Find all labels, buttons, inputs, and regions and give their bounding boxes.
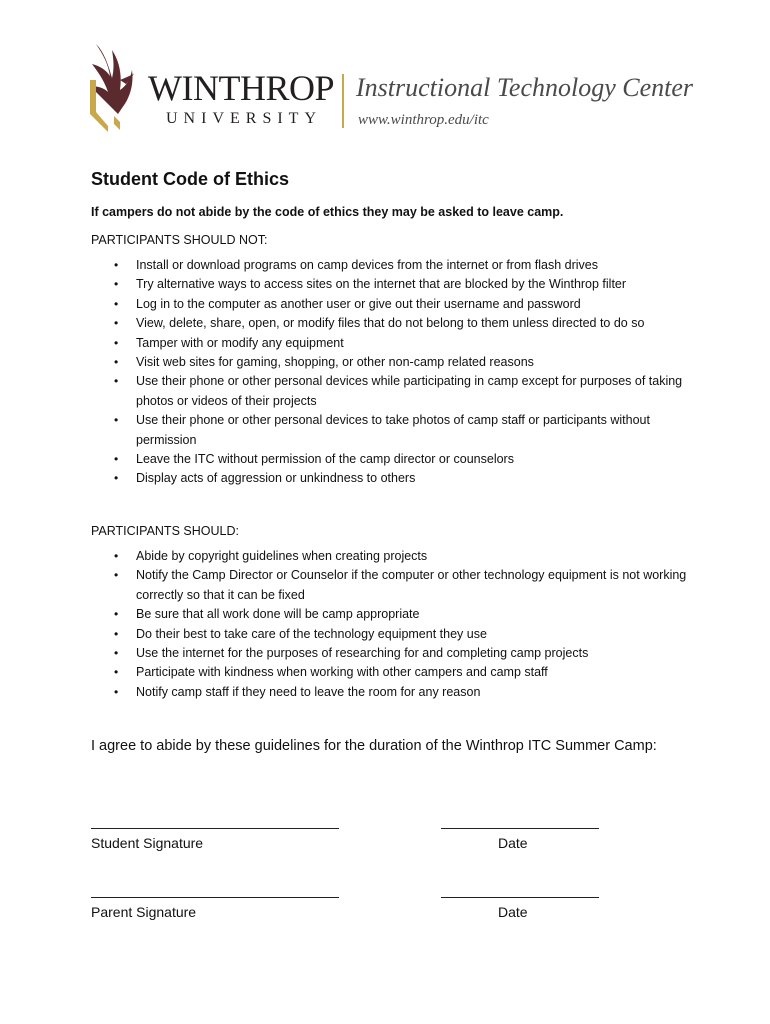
list-item [114, 275, 691, 294]
letterhead [86, 40, 694, 132]
list-item-text: Abide by copyright guidelines when creating projects [136, 548, 428, 563]
bullet-icon: • [114, 296, 119, 311]
bullet-icon: • [114, 355, 119, 370]
list-item [114, 450, 691, 469]
list-item-text: Do their best to take care of the technology equipment they use [136, 626, 487, 641]
list-item-text: Leave the ITC without permission of the camp director or counselors [136, 452, 514, 467]
list-item-text: Visit web sites for gaming, shopping, or other non-camp related reasons [136, 355, 534, 370]
document-title: Student Code of Ethics [91, 169, 289, 189]
bullet-icon: • [114, 645, 119, 660]
header-divider [342, 74, 344, 128]
list-item [114, 295, 691, 314]
list-item-text: Participate with kindness when working with other campers and camp staff [136, 665, 548, 680]
spacer [91, 702, 691, 736]
university-wordmark: UNIVERSITY [166, 110, 322, 127]
list-item-text: Use the internet for the purposes of researching for and completing camp projects [136, 645, 589, 660]
list-item-text: Try alternative ways to access sites on the internet that are blocked by the Winthrop filter [136, 277, 627, 292]
list-item-text: Log in to the computer as another user or give out their username and password [136, 296, 581, 311]
list-item [114, 547, 691, 566]
parent-signature-label: Parent Signature [91, 904, 197, 920]
list-item [114, 663, 691, 682]
bullet-icon: • [114, 665, 119, 680]
parent-date-line[interactable] [441, 897, 599, 898]
document-body [91, 168, 691, 756]
bullet-icon: • [114, 684, 119, 699]
bullet-icon: • [114, 548, 119, 563]
warning-text: If campers do not abide by the code of ethics they may be asked to leave camp. [91, 205, 564, 219]
parent-signature-line[interactable] [91, 897, 339, 898]
bullet-icon: • [114, 335, 119, 350]
list-item [114, 314, 691, 333]
list-item [114, 334, 691, 353]
winthrop-wordmark: WINTHROP [148, 68, 334, 108]
student-signature-line[interactable] [91, 828, 339, 829]
list-item [114, 469, 691, 488]
bullet-icon: • [114, 568, 119, 583]
center-name: Instructional Technology Center [356, 73, 694, 102]
bullet-icon: • [114, 316, 119, 331]
list-item-text: Be sure that all work done will be camp appropriate [136, 607, 420, 622]
bullet-icon: • [114, 374, 119, 389]
student-date-line[interactable] [441, 828, 599, 829]
should-heading: PARTICIPANTS SHOULD: [91, 523, 239, 538]
list-item [114, 256, 691, 275]
list-item [114, 372, 691, 411]
bullet-icon: • [114, 471, 119, 486]
student-date-label: Date [498, 835, 528, 851]
parent-signature-row [91, 897, 611, 937]
list-item [114, 683, 691, 702]
list-item-text: Notify the Camp Director or Counselor if the computer or other technology equipment is not working correctly so that it can be fixed [136, 568, 687, 602]
should-not-list [91, 256, 691, 489]
student-signature-label: Student Signature [91, 835, 204, 851]
bullet-icon: • [114, 258, 119, 272]
list-item [114, 625, 691, 644]
list-item-text: Notify camp staff if they need to leave the room for any reason [136, 684, 481, 699]
bullet-icon: • [114, 626, 119, 641]
list-item [114, 566, 691, 605]
parent-date-label: Date [498, 904, 528, 920]
list-item-text: Install or download programs on camp devices from the internet or from flash drives [136, 258, 599, 272]
list-item [114, 411, 691, 450]
list-item-text: View, delete, share, open, or modify files that do not belong to them unless directed to do so [136, 316, 645, 331]
list-item-text: Use their phone or other personal devices to take photos of camp staff or participants without permission [136, 413, 650, 447]
agreement-statement: I agree to abide by these guidelines for the duration of the Winthrop ITC Summer Camp: [91, 738, 657, 755]
bullet-icon: • [114, 277, 119, 292]
list-item [114, 353, 691, 372]
list-item-text: Tamper with or modify any equipment [136, 335, 344, 350]
bullet-icon: • [114, 413, 119, 428]
eagle-logo-icon [86, 40, 142, 132]
should-list [91, 547, 691, 702]
list-item-text: Display acts of aggression or unkindness to others [136, 471, 416, 486]
student-signature-row [91, 828, 611, 868]
bullet-icon: • [114, 607, 119, 622]
list-item [114, 644, 691, 663]
list-item-text: Use their phone or other personal devices while participating in camp except for purposes of taking photos or videos of their projects [136, 374, 683, 408]
should-not-heading: PARTICIPANTS SHOULD NOT: [91, 233, 268, 247]
spacer [91, 489, 691, 523]
center-url: www.winthrop.edu/itc [358, 112, 489, 128]
bullet-icon: • [114, 452, 119, 467]
list-item [114, 605, 691, 624]
